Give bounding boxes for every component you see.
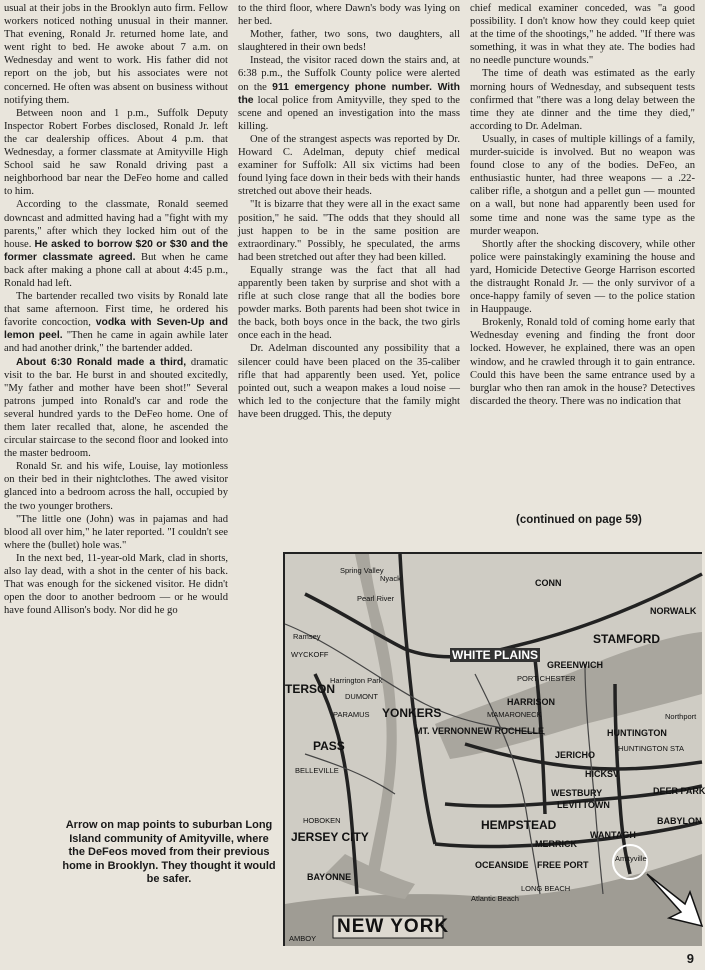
continued-note: (continued on page 59): [516, 514, 642, 526]
paragraph: Instead, the visitor raced down the stairs and, at 6:38 p.m., the Suffolk County police were alerted on the 911 emergency phone number. With the local police from Amityville, they sped to the scene and opened an investigation into the mass killing.: [238, 55, 460, 132]
map-label-huntington-sta: HUNTINGTON STA: [618, 744, 684, 753]
map-caption: Arrow on map points to suburban Long Island community of Amityville, where the DeFeos moved from their previous home in Brooklyn. They thought it would be safer.: [62, 819, 276, 885]
paragraph: "The little one (John) was in pajamas and had blood all over him," he later reported. "I couldn't see where the (bullet) hole was.": [4, 513, 228, 551]
map-label-freeport: FREE PORT: [537, 860, 589, 870]
page-number: 9: [686, 951, 694, 966]
map-label-hicksville: HICKSV: [585, 769, 620, 779]
paragraph: The time of death was estimated as the early morning hours of Wednesday, and subsequent tests confirmed that "there was a long delay between the time they ate dinner and the time they died," according to Dr. Adelman.: [470, 68, 695, 132]
map-label-amboy: AMBOY: [289, 934, 317, 943]
map-label-deer-park: DEER PARK: [653, 786, 705, 796]
paragraph: Mother, father, two sons, two daughters, all slaughtered in their own beds!: [238, 29, 460, 54]
article-column-2: [238, 2, 460, 421]
paragraph: usual at their jobs in the Brooklyn auto firm. Fellow workers noticed nothing unusual in their manner. That evening, Ronald Jr. returned home late, and went right to bed. He awoke about 7 a.m. on Wednesday and went to work. His father did not report on the job, but his associates were not concerned. He often was absent on business without notifying them.: [4, 3, 228, 106]
map-label-paramus: PARAMUS: [333, 710, 370, 719]
map-label-northport: Northport: [665, 712, 697, 721]
map-label-harrison: HARRISON: [507, 697, 556, 707]
paragraph: Between noon and 1 p.m., Suffolk Deputy Inspector Robert Forbes disclosed, Ronald Jr. left the car dealership offices. About 4 p.m. that Wednesday, a former classmate at Amityville High School said he saw Ronald driving past a neighborhood bar near the DeFeo home and called to him.: [4, 107, 228, 198]
map-label-levittown: LEVITTOWN: [557, 800, 610, 810]
map-label-long-beach: LONG BEACH: [521, 884, 571, 893]
paragraph: "It is bizarre that they were all in the exact same position," he said. "The odds that they should all just happen to be in the same position are extraordinary." Possibly, he speculated, the arms had been stretched out after they had been killed.: [238, 199, 460, 263]
map-label-stamford: STAMFORD: [593, 632, 661, 646]
article-column-1: [4, 2, 228, 617]
highlighted-text: 911 emergency phone number. With the: [238, 81, 460, 106]
map-label-norwalk: NORWALK: [650, 606, 697, 616]
paragraph: to the third floor, where Dawn's body was lying on her bed.: [238, 3, 460, 28]
map-label-oceanside: OCEANSIDE: [475, 860, 529, 870]
map-label-atlantic-beach: Atlantic Beach: [471, 894, 519, 903]
map-label-westbury: WESTBURY: [551, 788, 603, 798]
map-label-huntington: HUNTINGTON: [607, 728, 667, 738]
map-label-hempstead: HEMPSTEAD: [481, 818, 557, 832]
map-label-passaic: PASS: [313, 739, 345, 753]
paragraph: One of the strangest aspects was reported by Dr. Howard C. Adelman, deputy chief medical examiner for Suffolk: All six victims had been found lying face down in their beds with their hands stretched out above their heads.: [238, 133, 460, 198]
map-label-yonkers: YONKERS: [382, 706, 442, 720]
map-label-white-plains: WHITE PLAINS: [452, 648, 538, 662]
map-label-wantagh: WANTAGH: [590, 830, 636, 840]
paragraph: Brokenly, Ronald told of coming home early that Wednesday evening and finding the front door locked. However, he explained, there was an open window, and he crawled through it to gain entrance. Could this have been the same entrance used by a burglar who then ran amok in the house? Detectives discarded the theory. There was no indication that: [470, 317, 695, 407]
map-label-mt-vernon: MT. VERNON: [415, 726, 471, 736]
map-label-new-york: NEW YORK: [337, 916, 450, 937]
map-label-port-chester: PORT CHESTER: [517, 674, 576, 683]
map-label-nyack: Nyack: [380, 574, 401, 583]
map-label-ramsey: Ramsey: [293, 632, 321, 641]
map-label-pearl-river: Pearl River: [357, 594, 395, 603]
paragraph: chief medical examiner conceded, was "a good possibility. I don't know how they could keep quiet at the time of the shootings," he added. "If there was something, it was in what they ate. The bodies had no needle puncture wounds.": [470, 3, 695, 67]
map-label-merrick: MERRICK: [535, 839, 577, 849]
map-label-spring-valley: Spring Valley: [340, 566, 384, 575]
map-label-hoboken: HOBOKEN: [303, 816, 341, 825]
map-label-mamaroneck: MAMARONECK: [487, 710, 542, 719]
paragraph: According to the classmate, Ronald seemed downcast and admitted having had a "fight with my parents," after which they locked him out of the house. He asked to borrow $20 or $30 and the former classmate agreed. But when he came back after making a phone call at about 4:45 p.m., Ronald had left.: [4, 199, 228, 289]
paragraph: Shortly after the shocking discovery, while other police were painstakingly examining the house and yard, Homicide Detective George Harrison escorted the distraught Ronald Jr. — the only survivor of a once-happy family of seven — to the police station in Hauppauge.: [470, 238, 695, 316]
map-label-conn: CONN: [535, 578, 562, 588]
paragraph: Ronald Sr. and his wife, Louise, lay motionless on their bed in their nightclothes. The awed visitor glanced into a bedroom across the hall, occupied by the two younger brothers.: [4, 461, 228, 512]
map-label-harrington-park: Harrington Park: [330, 676, 383, 685]
highlighted-text: About 6:30 Ronald made a third,: [16, 356, 187, 368]
highlighted-text: He asked to borrow $20 or $30 and the former classmate agreed.: [4, 238, 228, 263]
map-label-wyckoff: WYCKOFF: [291, 650, 329, 659]
map-label-jersey-city: JERSEY CITY: [291, 830, 369, 844]
map-label-belleville: BELLEVILLE: [295, 766, 339, 775]
paragraph: Dr. Adelman discounted any possibility that a silencer could have been placed on the 35-caliber rifle that had apparently been used. Yet, police pointed out, such a weapon makes a loud noise — which led to the conjecture that the family might have been drugged. This, the deputy: [238, 343, 460, 420]
paragraph: About 6:30 Ronald made a third, dramatic visit to the bar. He burst in and shouted excitedly, "My father and mother have been shot!" Several patrons jumped into Ronald's car and rode the several hundred yards to the DeFeo home. One of them later recalled that, alone, he ascended the circular staircase to the second floor and looked into the master bedroom.: [4, 356, 228, 460]
paragraph: The bartender recalled two visits by Ronald late that same afternoon. First time, he ordered his favorite concoction, vodka with Seven-Up and lemon peel. "Then he came in again awhile later and had another drink," the bartender added.: [4, 291, 229, 355]
map-label-dumont: DUMONT: [345, 692, 378, 701]
map-label-babylon: BABYLON: [657, 816, 702, 826]
paragraph: Usually, in cases of multiple killings of a family, murder-suicide is involved. But no weapon was found close to any of the bodies. DeFeo, an enthusiastic hunter, had three weapons — a .22-caliber rifle, a shotgun and a pellet gun — mounted on a wall, but none had apparently been used for some time and none was the same type as the murder weapon.: [470, 133, 695, 237]
map-label-greenwich: GREENWICH: [547, 660, 603, 670]
map-label-jericho: JERICHO: [555, 750, 596, 760]
article-column-3: [470, 2, 695, 408]
map-label-paterson: TERSON: [285, 682, 336, 696]
map-label-bayonne: BAYONNE: [307, 872, 352, 882]
highlighted-text: vodka with Seven-Up and lemon peel.: [4, 317, 229, 342]
paragraph: Equally strange was the fact that all had apparently been taken by surprise and shot with a rifle at such close range that all the bodies bore powder marks. Both parents had been shot twice in the back, both boys once in the back, the two girls once each in the head.: [238, 264, 460, 342]
map-label-new-rochelle: NEW ROCHELLE: [471, 726, 544, 736]
map-figure: [283, 552, 705, 946]
map-label-amityville: Amityville: [615, 854, 647, 863]
paragraph: In the next bed, 11-year-old Mark, clad in shorts, also lay dead, with a shot in the center of his back. That was enough for the sickened visitor. He didn't open the door to another bedroom — or he would have found Allison's body. Nor did he go: [4, 552, 228, 617]
